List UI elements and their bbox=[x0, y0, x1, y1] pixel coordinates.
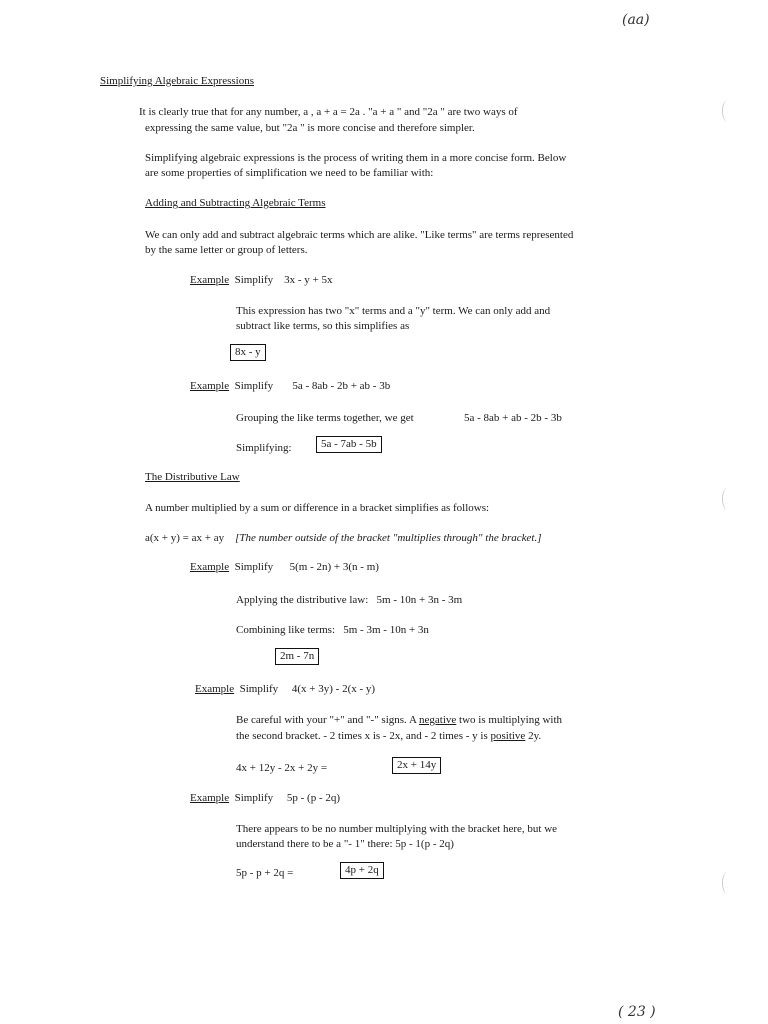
simplify-label: Simplify bbox=[234, 561, 274, 573]
example-3-step-2 bbox=[236, 622, 429, 638]
example-label: Example bbox=[190, 792, 230, 804]
example-2-answer-box: 5a - 7ab - 5b bbox=[316, 436, 382, 453]
example-4-answer-box: 2x + 14y bbox=[392, 757, 441, 774]
example-1-expression: 3x - y + 5x bbox=[284, 274, 333, 286]
example-1-explanation-2: subtract like terms, so this simplifies as bbox=[236, 320, 410, 332]
distributive-law bbox=[145, 530, 542, 546]
example-5-explanation-2: understand there to be a "- 1" there: 5p - 1(p - 2q) bbox=[236, 838, 454, 850]
example-2-expression: 5a - 8ab - 2b + ab - 3b bbox=[292, 380, 391, 392]
example-2-header bbox=[190, 378, 390, 394]
example-1-explanation-1: This expression has two "x" terms and a "y" term. We can only add and bbox=[236, 305, 551, 317]
example-1-answer-box: 8x - y bbox=[230, 344, 266, 361]
example-label: Example bbox=[195, 683, 235, 695]
example-4-explanation-1-part-b: two is multiplying with bbox=[456, 714, 563, 726]
distributive-law-note: [The number outside of the bracket "multiplies through" the bracket.] bbox=[235, 532, 542, 544]
example-4-explanation-2-part-b: 2y. bbox=[525, 730, 542, 742]
example-4-work: 4x + 12y - 2x + 2y = bbox=[236, 762, 328, 774]
example-3-expression: 5(m - 2n) + 3(n - m) bbox=[289, 561, 379, 573]
intro-line-2: expressing the same value, but "2a " is more concise and therefore simpler. bbox=[145, 122, 475, 134]
page-mark-top: (aa) bbox=[622, 12, 650, 28]
example-label: Example bbox=[190, 380, 230, 392]
example-label: Example bbox=[190, 561, 230, 573]
example-2-grouping-text: Grouping the like terms together, we get bbox=[236, 412, 414, 424]
example-1-header bbox=[190, 272, 333, 288]
section2-line-1: A number multiplied by a sum or difference in a bracket simplifies as follows: bbox=[145, 502, 490, 514]
hole-punch-mark bbox=[722, 872, 733, 894]
simplify-label: Simplify bbox=[239, 683, 279, 695]
section-heading-distributive: The Distributive Law bbox=[145, 471, 240, 483]
simplifying-line-1: Simplifying algebraic expressions is the process of writing them in a more concise form. Below bbox=[145, 152, 567, 164]
example-5-explanation-1: There appears to be no number multiplying with the bracket here, but we bbox=[236, 823, 558, 835]
intro-line-1: It is clearly true that for any number, a , a + a = 2a . "a + a " and "2a " are two ways of bbox=[139, 106, 518, 118]
distributive-law-formula: a(x + y) = ax + ay bbox=[145, 532, 225, 544]
page-number-bottom: ( 23 ) bbox=[618, 1004, 656, 1020]
simplify-label: Simplify bbox=[234, 380, 274, 392]
example-3-answer-box: 2m - 7n bbox=[275, 648, 319, 665]
example-3-step-1 bbox=[236, 592, 462, 608]
hole-punch-mark bbox=[722, 488, 733, 510]
example-3-step-1-expression: 5m - 10n + 3n - 3m bbox=[376, 594, 463, 606]
page-title: Simplifying Algebraic Expressions bbox=[100, 75, 254, 87]
example-5-answer-box: 4p + 2q bbox=[340, 862, 384, 879]
example-5-expression: 5p - (p - 2q) bbox=[286, 792, 341, 804]
example-3-step-1-label: Applying the distributive law: bbox=[236, 594, 369, 606]
section-heading-adding: Adding and Subtracting Algebraic Terms bbox=[145, 197, 326, 209]
example-4-explanation-1 bbox=[236, 712, 562, 728]
example-4-header bbox=[195, 681, 375, 697]
example-3-step-2-expression: 5m - 3m - 10n + 3n bbox=[343, 624, 429, 636]
example-3-header bbox=[190, 559, 379, 575]
negative-word: negative bbox=[419, 714, 457, 726]
simplify-label: Simplify bbox=[234, 274, 274, 286]
section1-line-2: by the same letter or group of letters. bbox=[145, 244, 308, 256]
example-3-step-2-label: Combining like terms: bbox=[236, 624, 335, 636]
example-5-work: 5p - p + 2q = bbox=[236, 867, 294, 879]
example-5-header bbox=[190, 790, 340, 806]
example-2-grouping-expression: 5a - 8ab + ab - 2b - 3b bbox=[464, 412, 562, 424]
simplify-label: Simplify bbox=[234, 792, 274, 804]
positive-word: positive bbox=[490, 730, 526, 742]
hole-punch-mark bbox=[722, 100, 733, 122]
example-4-explanation-1-part-a: Be careful with your "+" and "-" signs. A bbox=[236, 714, 420, 726]
example-4-expression: 4(x + 3y) - 2(x - y) bbox=[291, 683, 376, 695]
example-2-simplifying-label: Simplifying: bbox=[236, 442, 292, 454]
example-4-explanation-2 bbox=[236, 728, 541, 744]
example-4-explanation-2-part-a: the second bracket. - 2 times x is - 2x, and - 2 times - y is bbox=[236, 730, 491, 742]
section1-line-1: We can only add and subtract algebraic terms which are alike. "Like terms" are terms represented bbox=[145, 229, 574, 241]
simplifying-line-2: are some properties of simplification we need to be familiar with: bbox=[145, 167, 434, 179]
example-label: Example bbox=[190, 274, 230, 286]
